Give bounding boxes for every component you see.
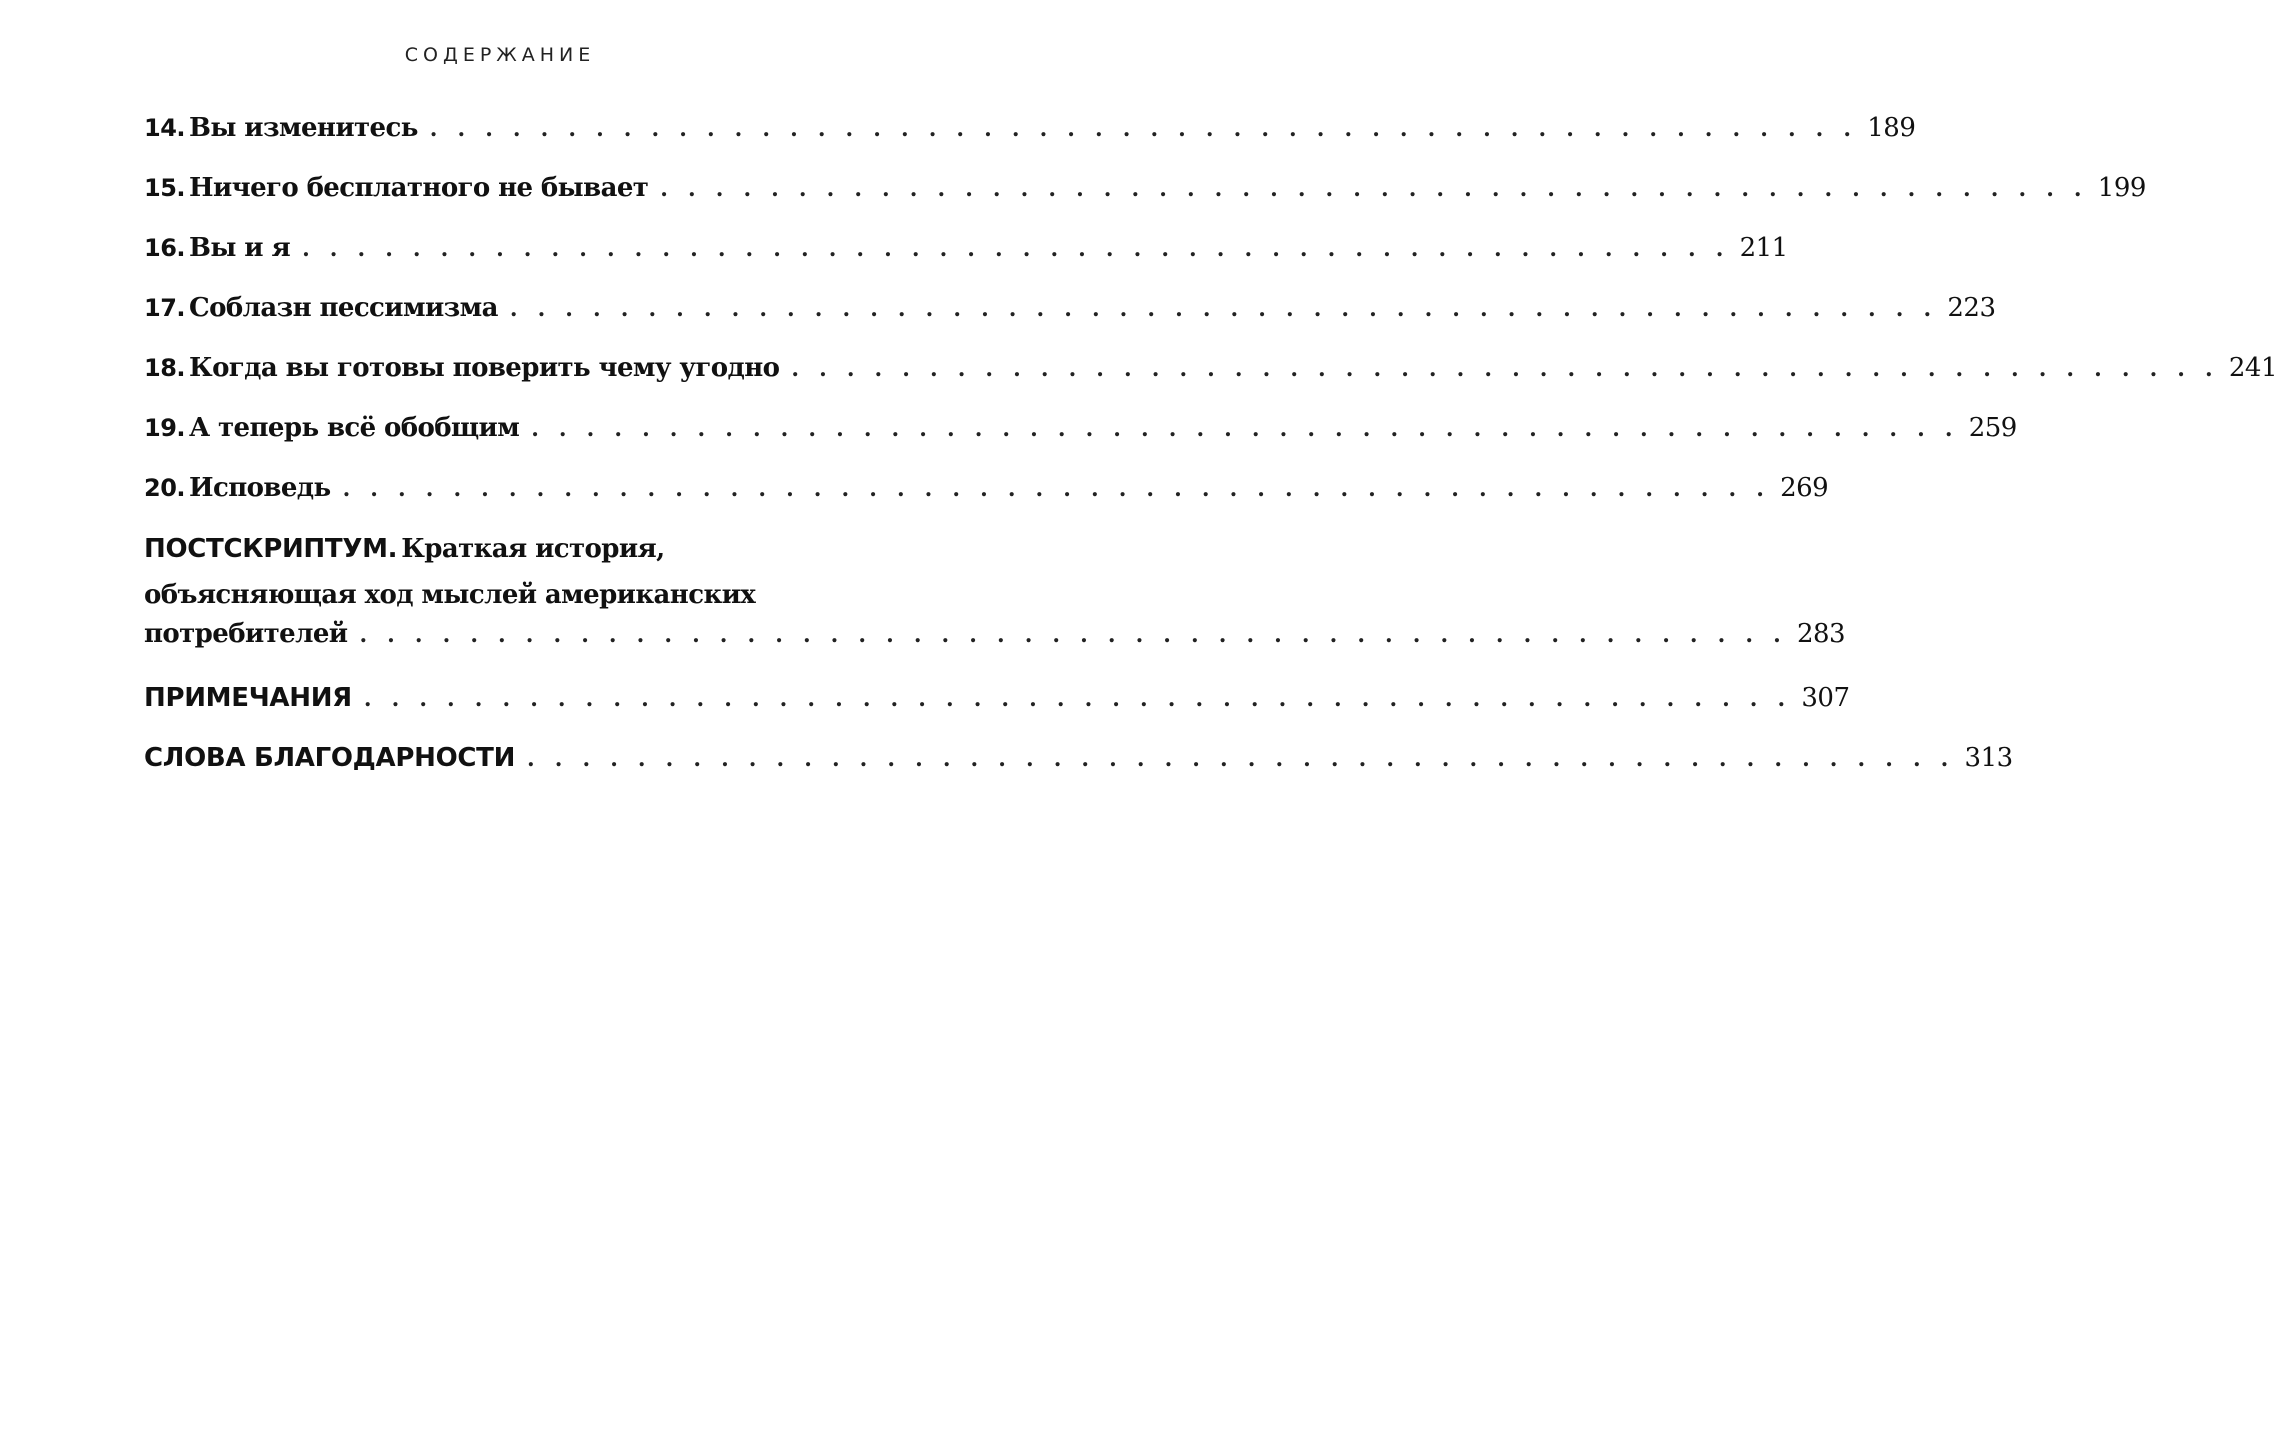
page-number: 199 (2097, 173, 2146, 203)
page-number: 211 (1739, 233, 1788, 263)
chapter-number: 20. (144, 474, 186, 502)
chapter-title: Вы изменитесь (189, 113, 418, 143)
toc-entry-acknowledgements[interactable] (144, 738, 2013, 778)
postscript-title-line-2: объясняющая ход мыслей американских (144, 580, 756, 610)
chapter-title: Ничего бесплатного не бывает (189, 173, 649, 203)
toc-entry-postscript[interactable] (144, 526, 1846, 666)
chapter-number: 17. (144, 294, 186, 322)
postscript-title-line-1: Краткая история, (401, 534, 665, 564)
page-number: 223 (1947, 293, 1996, 323)
dot-leader: . . . . . . . . . . . . . . . . . . . . . . . . . . . . . . . . . . . . . . . . . . . . . . . . . . . . (359, 622, 1787, 648)
page-number: 241 (2228, 353, 2277, 383)
postscript-title-line-3: потребителей (144, 619, 348, 649)
page-number: 259 (1968, 413, 2017, 443)
dot-leader: . . . . . . . . . . . . . . . . . . . . . . . . . . . . . . . . . . . . . . . . . . . . . . . . . . . . (660, 176, 2088, 202)
page-header: СОДЕРЖАНИЕ (404, 44, 596, 66)
dot-leader: . . . . . . . . . . . . . . . . . . . . . . . . . . . . . . . . . . . . . . . . . . . . . . . . . . . . (363, 686, 1792, 712)
dot-leader: . . . . . . . . . . . . . . . . . . . . . . . . . . . . . . . . . . . . . . . . . . . . . . . . . . . . (429, 116, 1858, 142)
toc-entry-17[interactable] (144, 288, 1996, 328)
chapter-title: Исповедь (189, 473, 331, 503)
toc-entry-19[interactable] (144, 408, 2017, 448)
chapter-number: 15. (144, 174, 186, 202)
acknowledgements-title: СЛОВА БЛАГОДАРНОСТИ (144, 743, 516, 773)
dot-leader: . . . . . . . . . . . . . . . . . . . . . . . . . . . . . . . . . . . . . . . . . . . . . . . . . . . . (531, 416, 1959, 442)
chapter-title: Соблазн пессимизма (189, 293, 498, 323)
toc-entry-20[interactable] (144, 468, 1829, 508)
chapter-number: 16. (144, 234, 186, 262)
chapter-number: 19. (144, 414, 186, 442)
dot-leader: . . . . . . . . . . . . . . . . . . . . . . . . . . . . . . . . . . . . . . . . . . . . . . . . . . . . (302, 236, 1730, 262)
page-number: 283 (1796, 619, 1846, 649)
page-number: 307 (1801, 683, 1850, 713)
page-number: 313 (1964, 743, 2013, 773)
chapter-title: А теперь всё обобщим (189, 413, 520, 443)
dot-leader: . . . . . . . . . . . . . . . . . . . . . . . . . . . . . . . . . . . . . . . . . . . . . . . . . . . . (791, 356, 2219, 382)
notes-title: ПРИМЕЧАНИЯ (144, 683, 352, 713)
chapter-number: 18. (144, 354, 186, 382)
dot-leader: . . . . . . . . . . . . . . . . . . . . . . . . . . . . . . . . . . . . . . . . . . . . . . . . . . . . (527, 746, 1955, 772)
postscript-label: ПОСТСКРИПТУМ. (144, 534, 398, 564)
page-number: 269 (1780, 473, 1829, 503)
dot-leader: . . . . . . . . . . . . . . . . . . . . . . . . . . . . . . . . . . . . . . . . . . . . . . . . . . . . (509, 296, 1938, 322)
chapter-number: 14. (144, 114, 186, 142)
chapter-title: Вы и я (189, 233, 291, 263)
toc-entry-notes[interactable] (144, 678, 1850, 718)
page-number: 189 (1867, 113, 1916, 143)
dot-leader: . . . . . . . . . . . . . . . . . . . . . . . . . . . . . . . . . . . . . . . . . . . . . . . . . . . . (342, 476, 1771, 502)
toc-entry-15[interactable] (144, 168, 2146, 208)
toc-entry-14[interactable] (144, 108, 1916, 148)
toc-entry-16[interactable] (144, 228, 1788, 268)
toc-entry-18[interactable] (144, 348, 2277, 388)
chapter-title: Когда вы готовы поверить чему угодно (189, 353, 780, 383)
